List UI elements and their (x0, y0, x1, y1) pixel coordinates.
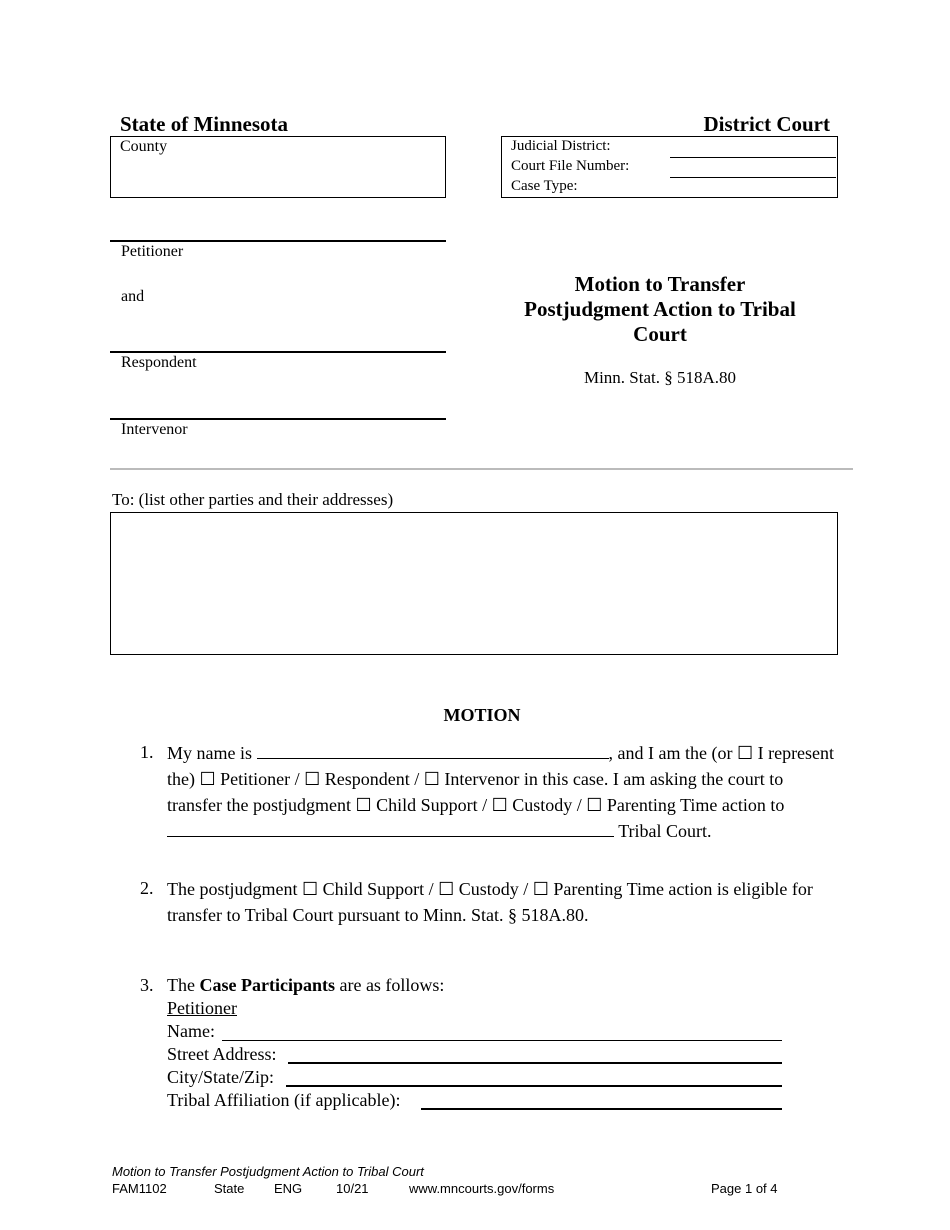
to-label: To: (list other parties and their addresses) (112, 490, 394, 509)
street-address-field[interactable] (288, 1062, 782, 1064)
footer-form-id: FAM1102 (112, 1181, 167, 1196)
item-1-text-b: , and I am the (or ☐ I represent (608, 743, 835, 763)
other-parties-field[interactable] (110, 512, 838, 655)
city-state-zip-field[interactable] (286, 1085, 782, 1087)
item-1-text (167, 740, 867, 844)
item-3-number: 3. (140, 975, 154, 995)
intervenor-field[interactable] (110, 418, 446, 420)
participant-name-label: Name: (167, 1021, 215, 1041)
item-2-number: 2. (140, 878, 154, 898)
case-info-box (501, 136, 838, 198)
footer-jurisdiction: State (214, 1181, 245, 1196)
item-2-line-1: The postjudgment ☐ Child Support / ☐ Custody / ☐ Parenting Time action is eligible for (167, 879, 813, 899)
and-label: and (121, 288, 145, 305)
item-3-intro (167, 975, 444, 996)
title-line-3: Court (633, 322, 687, 346)
item-1-line-2: the) ☐ Petitioner / ☐ Respondent / ☐ Intervenor in this case. I am asking the court to (167, 769, 784, 789)
court-file-number-field[interactable] (670, 157, 836, 178)
petitioner-field[interactable] (110, 240, 446, 242)
case-type-label: Case Type: (511, 178, 578, 194)
county-label: County (120, 138, 168, 155)
footer-language: ENG (274, 1181, 303, 1196)
document-title (500, 272, 820, 347)
judicial-district-field[interactable] (670, 137, 836, 158)
item-1-number: 1. (140, 742, 154, 762)
street-address-label: Street Address: (167, 1044, 277, 1064)
tribal-court-name-field[interactable] (167, 820, 614, 837)
court-file-number-label: Court File Number: (511, 158, 630, 174)
item-1-text-a: My name is (167, 743, 252, 763)
item-3-pre: The (167, 975, 200, 995)
motion-heading: MOTION (443, 705, 521, 725)
section-divider (110, 468, 853, 470)
title-line-1: Motion to Transfer (574, 272, 746, 296)
footer-page-number: Page 1 of 4 (711, 1181, 778, 1196)
title-line-2: Postjudgment Action to Tribal (524, 297, 796, 321)
item-2-line-2: transfer to Tribal Court pursuant to Minn. Stat. § 518A.80. (167, 905, 589, 925)
tribal-affiliation-field[interactable] (421, 1108, 782, 1110)
court-heading: District Court (703, 112, 830, 136)
footer-title: Motion to Transfer Postjudgment Action to Tribal Court (112, 1164, 424, 1179)
item-1-line-3: transfer the postjudgment ☐ Child Support / ☐ Custody / ☐ Parenting Time action to (167, 795, 785, 815)
respondent-field[interactable] (110, 351, 446, 353)
item-1-line-4-end: Tribal Court. (618, 821, 712, 841)
statute-reference: Minn. Stat. § 518A.80 (583, 368, 737, 387)
city-state-zip-label: City/State/Zip: (167, 1067, 274, 1087)
state-heading: State of Minnesota (120, 112, 288, 136)
footer-url[interactable]: www.mncourts.gov/forms (409, 1181, 555, 1196)
item-2-text (167, 876, 867, 928)
judicial-district-label: Judicial District: (511, 138, 611, 154)
participant-name-field[interactable] (222, 1040, 782, 1041)
respondent-label: Respondent (121, 354, 197, 371)
footer-date: 10/21 (336, 1181, 369, 1196)
name-field[interactable] (257, 742, 609, 759)
tribal-affiliation-label: Tribal Affiliation (if applicable): (167, 1090, 401, 1110)
county-field[interactable] (110, 136, 446, 198)
item-3-post: are as follows: (334, 975, 445, 995)
intervenor-label: Intervenor (121, 421, 188, 438)
petitioner-subheading: Petitioner (167, 998, 237, 1018)
case-participants-label: Case Participants (199, 975, 335, 995)
petitioner-label: Petitioner (121, 243, 184, 260)
